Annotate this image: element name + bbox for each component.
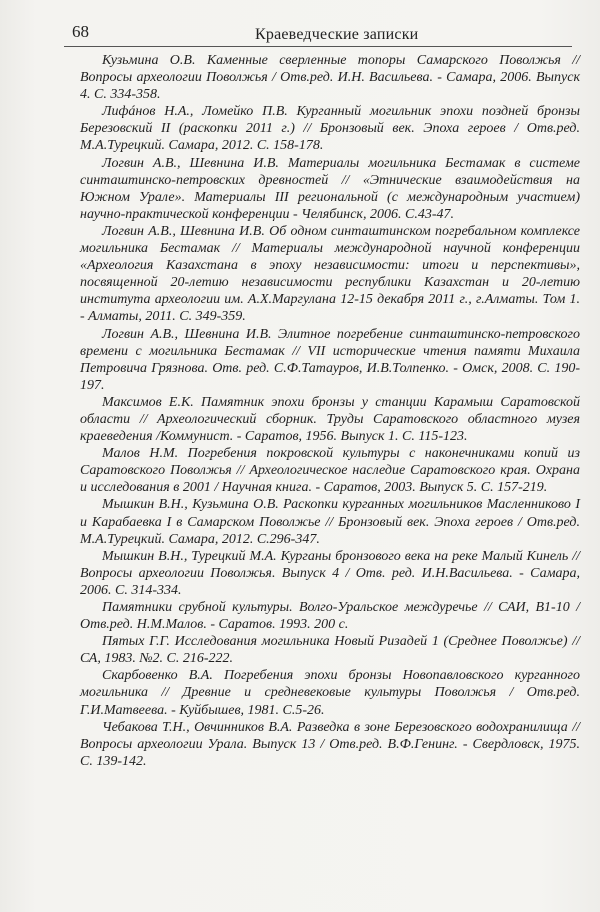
page-header xyxy=(64,18,572,47)
bibliography-entry: Пятых Г.Г. Исследования могильника Новый Ризадей 1 (Среднее Поволжье) // СА, 1983. №2. С. 216-222. xyxy=(80,634,580,667)
bibliography-entry: Логвин А.В., Шевнина И.В. Элитное погребение синташтинско-петровского времени с могильника Бестамак // VII исторические чтения памяти Михаила Петровича Грязнова. Отв. ред. С.Ф.Татауров, И.В.Толпенко. - Омск, 2008. С. 190-197. xyxy=(80,326,580,393)
bibliography-entry: Чебакова Т.Н., Овчинников В.А. Разведка в зоне Березовского водохранилища // Вопросы археологии Урала. Выпуск 13 / Отв.ред. В.Ф.Генинг. - Свердловск, 1975. С. 139-142. xyxy=(80,719,580,769)
bibliography-entry: Скарбовенко В.А. Погребения эпохи бронзы Новопавловского курганного могильника // Древние и средневековые культуры Поволжья / Отв.ред. Г.И.Матвеева. - Куйбышев, 1981. С.5-26. xyxy=(80,668,580,718)
bibliography-entry: Логвин А.В., Шевнина И.В. Об одном синташтинском погребальном комплексе могильника Бестамак // Материалы международной научной конференции «Археология Казахстана в эпоху независимости: итоги и перспективы», посвященной 20-летию независимости республики Казахстан и 20-летию института археологии им. А.Х.Маргулана 12-15 декабря 2011 г., г.Алматы. Том 1. - Алматы, 2011. С. 349-359. xyxy=(80,223,580,325)
bibliography-entry: Лифáнов Н.А., Ломейко П.В. Курганный могильник эпохи поздней бронзы Березовский II (раскопки 2011 г.) // Бронзовый век. Эпоха героев / Отв.ред. М.А.Турецкий. Самара, 2012. С. 158-178. xyxy=(80,104,580,154)
bibliography-entry: Мышкин В.Н., Кузьмина О.В. Раскопки курганных могильников Масленниково I и Карабаевка I в Самарском Поволжье // Бронзовый век. Эпоха героев / Отв.ред. М.А.Турецкий. Самара, 2012. С.296-347. xyxy=(80,497,580,547)
bibliography-entry: Кузьмина О.В. Каменные сверленные топоры Самарского Поволжья // Вопросы археологии Поволжья / Отв.ред. И.Н. Васильева. - Самара, 2006. Выпуск 4. С. 334-358. xyxy=(80,53,580,103)
bibliography-entry: Максимов Е.К. Памятник эпохи бронзы у станции Карамыш Саратовской области // Археологический сборник. Труды Саратовского областного музея краеведения /Коммунист. - Саратов, 1956. Выпуск 1. С. 115-123. xyxy=(80,394,580,445)
bibliography-entry: Логвин А.В., Шевнина И.В. Материалы могильника Бестамак в системе синташтинско-петровских древностей // «Этнические взаимодействия на Южном Урале». Материалы III региональной (с международным участием) научно-практической конференции - Челябинск, 2006. С.43-47. xyxy=(80,155,580,222)
bibliography-entry: Малов Н.М. Погребения покровской культуры с наконечниками копий из Саратовского Поволжья // Археологическое наследие Саратовского края. Охрана и исследования в 2001 / Научная книга. - Саратов, 2003. Выпуск 5. С. 157-219. xyxy=(80,446,580,496)
bibliography-entry: Памятники срубной культуры. Волго-Уральское междуречье // САИ, В1-10 / Отв.ред. Н.М.Малов. - Саратов. 1993. 200 с. xyxy=(80,600,580,633)
bibliography-list xyxy=(80,52,580,770)
running-title: Краеведческие записки xyxy=(255,26,419,43)
bibliography-entry: Мышкин В.Н., Турецкий М.А. Курганы бронзового века на реке Малый Кинель // Вопросы археологии Поволжья. Выпуск 4 / Отв. ред. И.Н.Васильева. - Самара, 2006. С. 314-334. xyxy=(80,548,580,598)
page-number: 68 xyxy=(72,22,89,41)
